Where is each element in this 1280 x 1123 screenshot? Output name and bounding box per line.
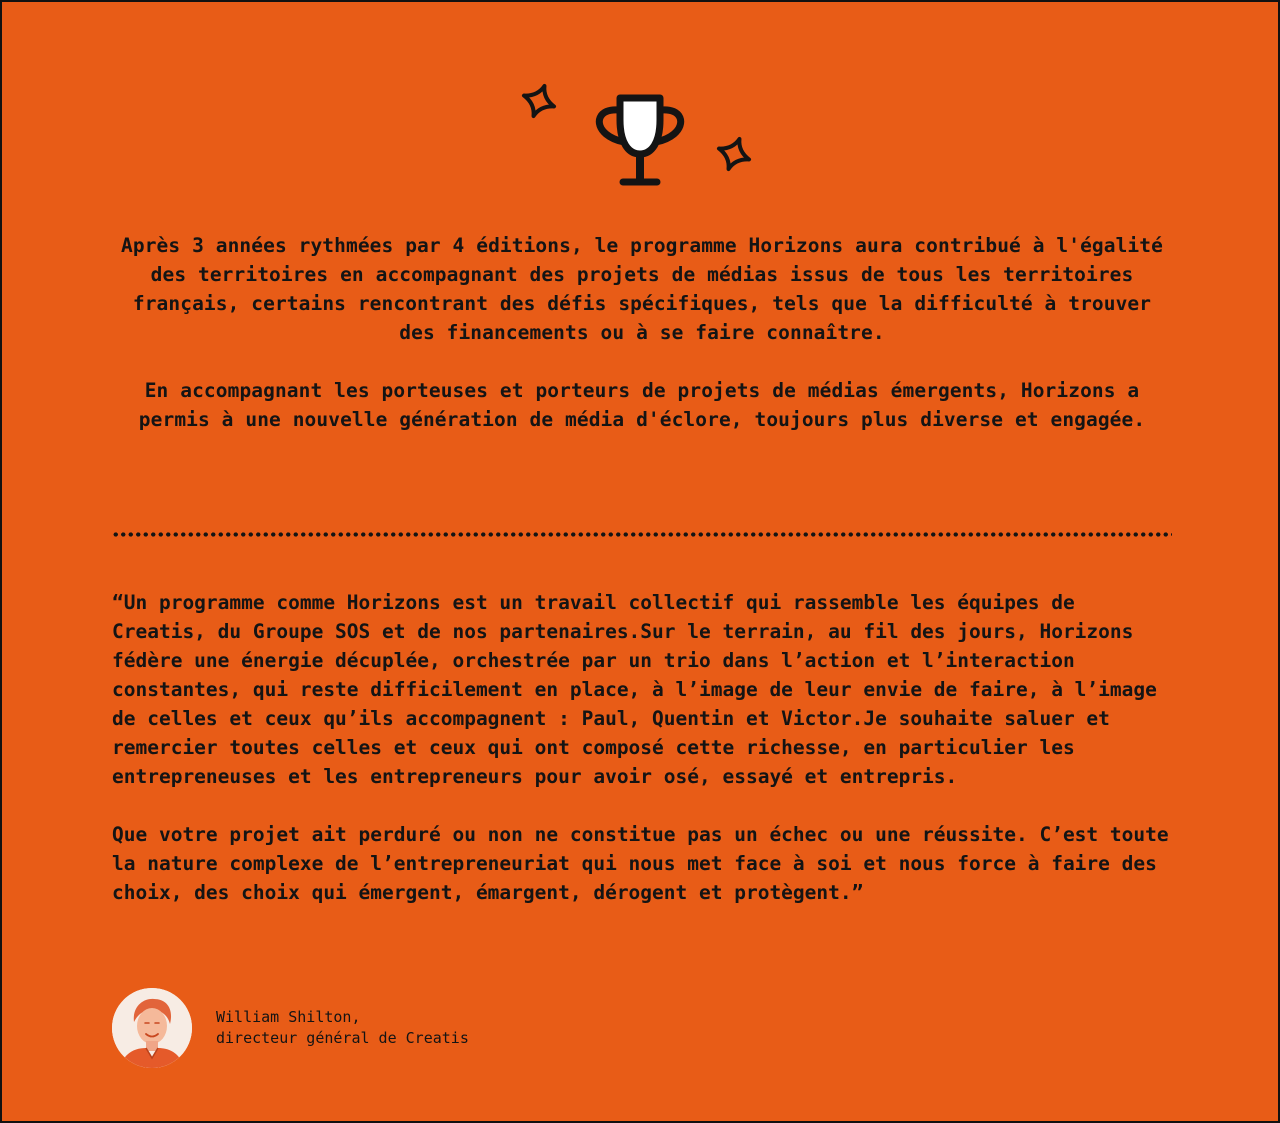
quote-author (112, 988, 712, 1068)
intro-text (112, 231, 1172, 434)
trophy-illustration-svg (512, 80, 762, 195)
author-info (216, 1007, 469, 1049)
trophy-illustration (512, 80, 762, 195)
author-role: directeur général de Creatis (216, 1029, 469, 1047)
dotted-divider (112, 532, 1172, 537)
intro-paragraph: En accompagnant les porteuses et porteurs de projets de médias émergents, Horizons a permis à une nouvelle génération de média d'éclore, toujours plus diverse et engagée. (138, 379, 1146, 431)
testimonial-quote (112, 588, 1172, 907)
quote-paragraph: “Un programme comme Horizons est un travail collectif qui rassemble les équipes de Creatis, du Groupe SOS et de nos partenaires.Sur le terrain, au fil des jours, Horizons fédère une énergie décuplée, orchestrée par un trio dans l’action et l’interaction constantes, qui reste difficilement en place, à l’image de leur envie de faire, à l’image de celles et ceux qu’ils accompagnent : Paul, Quentin et Victor.Je souhaite saluer et remercier toutes celles et ceux qui ont composé cette richesse, en particulier les entrepreneuses et les entrepreneurs pour avoir osé, essayé et entrepris. (112, 591, 1157, 788)
intro-paragraph: Après 3 années rythmées par 4 éditions, le programme Horizons aura contribué à l'égalité des territoires en accompagnant des projets de médias issus de tous les territoires français, certains rencontrant des défis spécifiques, tels que la difficulté à trouver des financements ou à se faire connaître. (121, 234, 1163, 344)
avatar (112, 988, 192, 1068)
author-name: William Shilton, (216, 1008, 361, 1026)
sparkle-icon (518, 80, 559, 121)
quote-paragraph: Que votre projet ait perduré ou non ne constitue pas un échec ou une réussite. C’est toute la nature complexe de l’entrepreneuriat qui nous met face à soi et nous force à faire des choix, des choix qui émergent, émargent, dérogent et protègent.” (112, 823, 1169, 904)
author-portrait (112, 988, 192, 1068)
trophy-icon (599, 98, 680, 182)
sparkle-icon (713, 133, 754, 174)
